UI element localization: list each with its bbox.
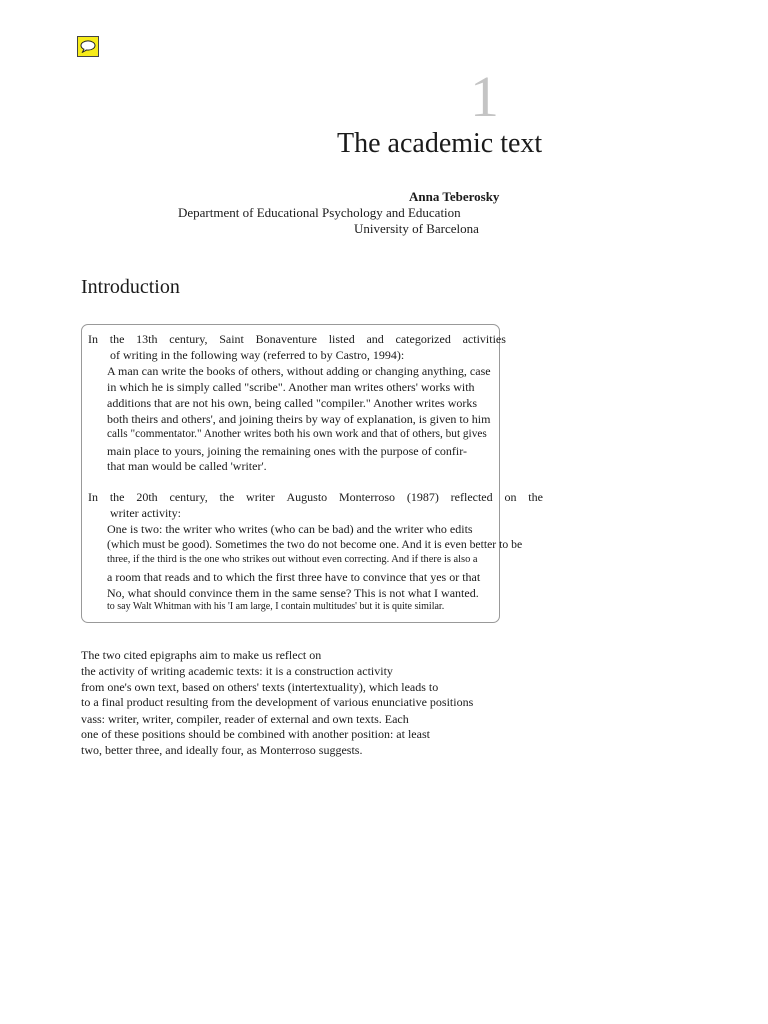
word: writer xyxy=(246,490,275,504)
quote-line: One is two: the writer who writes (who can be bad) and the writer who edits xyxy=(107,522,473,536)
author-name: Anna Teberosky xyxy=(409,189,500,204)
body-line: from one's own text, based on others' texts (intertextuality), which leads to xyxy=(81,680,439,694)
body-line: the activity of writing academic texts: it is a construction activity xyxy=(81,664,393,678)
word: century, xyxy=(169,490,208,504)
word: Saint xyxy=(219,332,244,346)
quote-line: a room that reads and to which the first three have to convince that yes or that xyxy=(107,570,481,584)
word: In xyxy=(88,490,98,504)
chapter-number: 1 xyxy=(470,64,499,129)
epigraph-intro-continuation: writer activity: xyxy=(110,506,181,520)
author-university: University of Barcelona xyxy=(354,221,479,236)
quote-line: in which he is simply called "scribe". Another man writes others' works with xyxy=(107,380,475,394)
author-department: Department of Educational Psychology and Education xyxy=(178,205,461,220)
body-line: vass: writer, writer, compiler, reader of external and own texts. Each xyxy=(81,712,409,726)
quote-line: that man would be called 'writer'. xyxy=(107,459,267,473)
word: the xyxy=(528,490,543,504)
word: and xyxy=(366,332,384,346)
epigraph-intro xyxy=(88,491,543,503)
quote-line: A man can write the books of others, without adding or changing anything, case xyxy=(107,364,491,378)
speech-bubble-icon xyxy=(80,40,96,53)
word: Bonaventure xyxy=(255,332,317,346)
word: 20th xyxy=(136,490,158,504)
body-line: one of these positions should be combined with another position: at least xyxy=(81,727,430,741)
quote-line: (which must be good). Sometimes the two do not become one. And it is even better to be xyxy=(107,538,523,551)
body-line: The two cited epigraphs aim to make us reflect on xyxy=(81,648,322,662)
quote-line: both theirs and others', and joining theirs by way of explanation, is given to him xyxy=(107,412,491,426)
word: reflected xyxy=(450,490,493,504)
quote-line: main place to yours, joining the remaining ones with the purpose of confir- xyxy=(107,444,468,458)
quote-line: three, if the third is the one who strikes out without even correcting. And if there is also a xyxy=(107,554,478,565)
word: In xyxy=(88,332,98,346)
word: (1987) xyxy=(406,490,439,504)
chapter-title: The academic text xyxy=(337,128,543,159)
comment-icon[interactable] xyxy=(77,36,99,57)
section-heading: Introduction xyxy=(81,276,180,298)
word: activities xyxy=(462,332,506,346)
word: the xyxy=(219,490,235,504)
word: century, xyxy=(169,332,208,346)
quote-line: calls "commentator." Another writes both his own work and that of others, but gives xyxy=(107,428,487,440)
word: on xyxy=(504,490,517,504)
body-line: to a final product resulting from the development of various enunciative positions xyxy=(81,695,474,709)
quote-line: No, what should convince them in the same sense? This is not what I wanted. xyxy=(107,586,479,600)
word: Monterroso xyxy=(339,490,396,504)
word: the xyxy=(109,490,125,504)
word: Augusto xyxy=(286,490,328,504)
epigraph-intro-continuation: of writing in the following way (referred to by Castro, 1994): xyxy=(110,348,405,362)
epigraph-intro xyxy=(88,333,506,345)
body-line: two, better three, and ideally four, as Monterroso suggests. xyxy=(81,743,363,757)
word: categorized xyxy=(395,332,451,346)
word: the xyxy=(109,332,125,346)
word: 13th xyxy=(136,332,158,346)
quote-line: to say Walt Whitman with his 'I am large, I contain multitudes' but it is quite similar. xyxy=(107,601,445,612)
word: listed xyxy=(328,332,355,346)
quote-line: additions that are not his own, being called "compiler." Another writes works xyxy=(107,396,478,410)
